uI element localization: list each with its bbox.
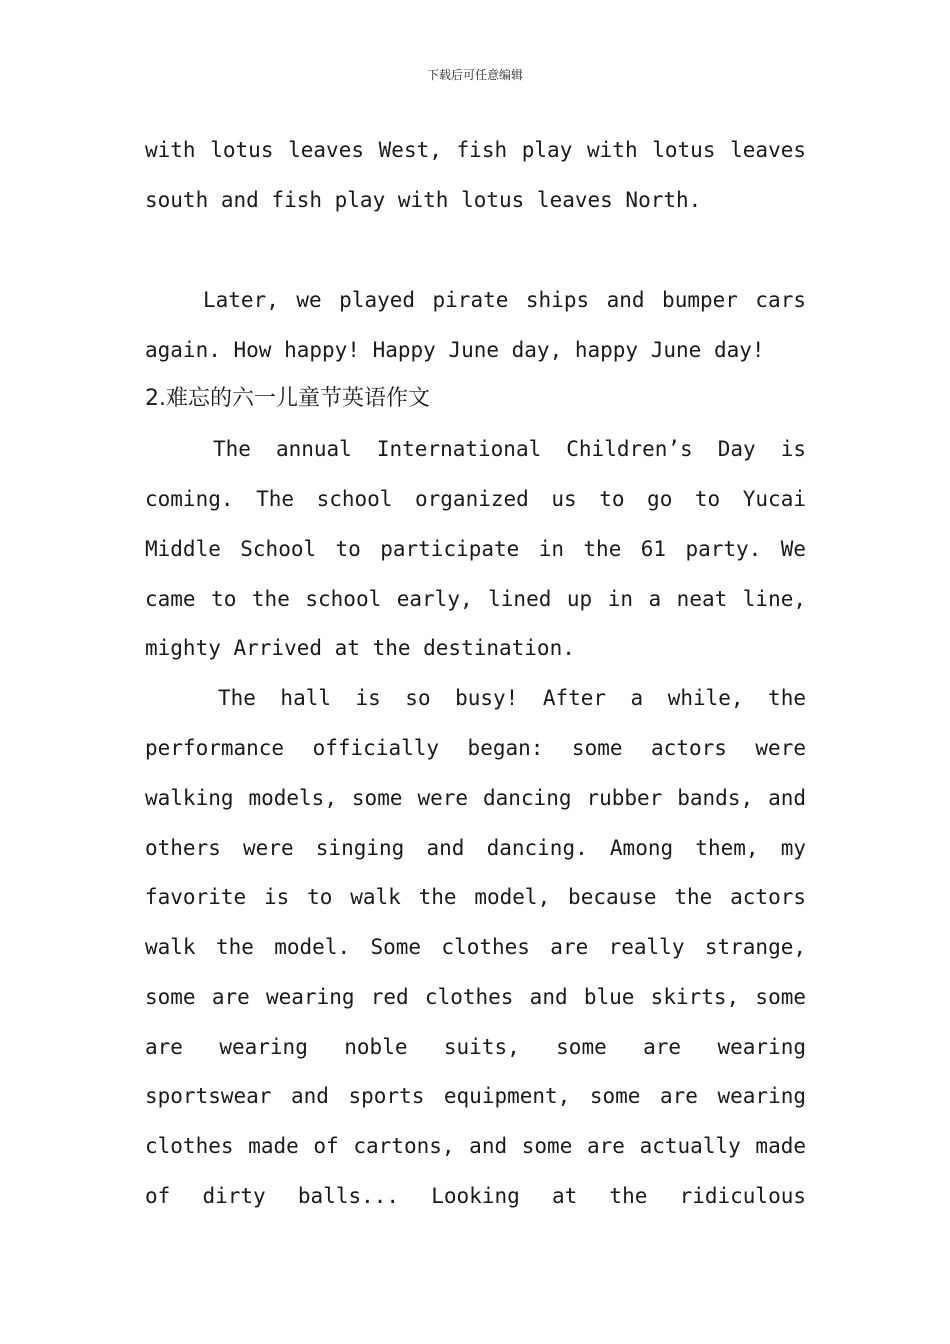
paragraph-line: coming. The school organized us to go to Yucai	[145, 487, 806, 511]
paragraph-line: walking models, some were dancing rubber bands, and	[145, 786, 806, 810]
paragraph-line: of dirty balls... Looking at the ridiculous	[145, 1184, 806, 1208]
paragraph-line: mighty Arrived at the destination.	[145, 636, 575, 660]
paragraph-line: again. How happy! Happy June day, happy June day!	[145, 338, 765, 362]
paragraph-line: south and fish play with lotus leaves North.	[145, 188, 702, 212]
paragraph-line: performance officially began: some actors were	[145, 736, 806, 760]
paragraph-line: sportswear and sports equipment, some are wearing	[145, 1084, 806, 1108]
paragraph-line: are wearing noble suits, some are wearing	[145, 1035, 806, 1059]
paragraph-line: favorite is to walk the model, because the actors	[145, 885, 806, 909]
paragraph-line: Middle School to participate in the 61 party. We	[145, 537, 806, 561]
paragraph-line: came to the school early, lined up in a neat line,	[145, 587, 806, 611]
paragraph-line: walk the model. Some clothes are really strange,	[145, 935, 806, 959]
section-heading: 2.难忘的六一儿童节英语作文	[145, 386, 430, 411]
paragraph-line: The hall is so busy! After a while, the	[218, 686, 806, 710]
paragraph-line: The annual International Children’s Day is	[213, 437, 806, 461]
paragraph-line: with lotus leaves West, fish play with lotus leaves	[145, 138, 806, 162]
paragraph-line: clothes made of cartons, and some are actually made	[145, 1134, 806, 1158]
paragraph-line: some are wearing red clothes and blue skirts, some	[145, 985, 806, 1009]
paragraph-line: others were singing and dancing. Among them, my	[145, 836, 806, 860]
paragraph-line: Later, we played pirate ships and bumper cars	[203, 288, 806, 312]
page-header: 下载后可任意编辑	[426, 68, 523, 82]
